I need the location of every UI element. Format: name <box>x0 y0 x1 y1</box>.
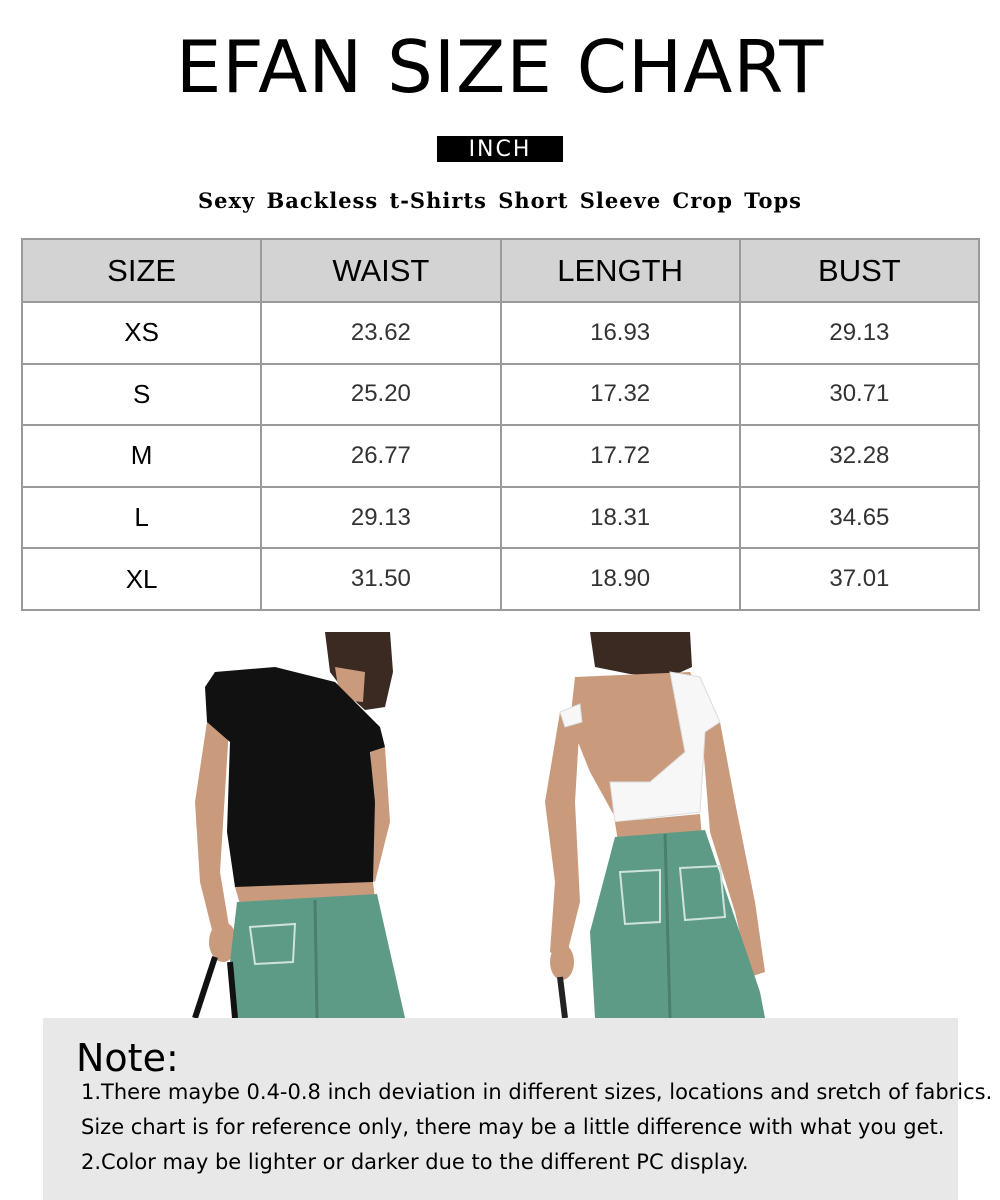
table-row <box>22 302 979 364</box>
waist-cell: 26.77 <box>261 425 500 487</box>
length-cell: 17.72 <box>501 425 740 487</box>
bust-cell: 32.28 <box>740 425 979 487</box>
note-box <box>43 1018 993 1200</box>
size-cell: XS <box>22 302 261 364</box>
table-row <box>22 487 979 549</box>
bust-cell: 29.13 <box>740 302 979 364</box>
size-cell: S <box>22 364 261 426</box>
length-cell: 18.90 <box>501 548 740 610</box>
bust-cell: 34.65 <box>740 487 979 549</box>
model-front-illustration <box>175 632 425 1018</box>
column-header-bust: BUST <box>740 239 979 302</box>
waist-cell: 23.62 <box>261 302 500 364</box>
note-line: Size chart is for reference only, there may be a little difference with what you get. <box>81 1115 945 1139</box>
product-subtitle: Sexy Backless t-Shirts Short Sleeve Crop Tops <box>197 188 803 213</box>
note-line: 1.There maybe 0.4-0.8 inch deviation in different sizes, locations and sretch of fabrics. <box>81 1080 993 1104</box>
waist-cell: 31.50 <box>261 548 500 610</box>
table-row <box>22 425 979 487</box>
column-header-length: LENGTH <box>501 239 740 302</box>
size-cell: M <box>22 425 261 487</box>
product-photo-back <box>520 632 770 1018</box>
page-title: EFAN SIZE CHART <box>175 25 825 109</box>
bust-cell: 30.71 <box>740 364 979 426</box>
table-row <box>22 364 979 426</box>
table-header-row <box>22 239 979 302</box>
model-back-illustration <box>520 632 770 1018</box>
size-cell: XL <box>22 548 261 610</box>
unit-badge: INCH <box>437 136 563 162</box>
bust-cell: 37.01 <box>740 548 979 610</box>
product-photo-front <box>175 632 425 1018</box>
size-cell: L <box>22 487 261 549</box>
waist-cell: 29.13 <box>261 487 500 549</box>
length-cell: 17.32 <box>501 364 740 426</box>
note-heading: Note: <box>76 1036 179 1080</box>
column-header-waist: WAIST <box>261 239 500 302</box>
note-line: 2.Color may be lighter or darker due to the different PC display. <box>81 1150 749 1174</box>
size-chart-table <box>21 238 980 611</box>
length-cell: 18.31 <box>501 487 740 549</box>
length-cell: 16.93 <box>501 302 740 364</box>
column-header-size: SIZE <box>22 239 261 302</box>
waist-cell: 25.20 <box>261 364 500 426</box>
table-row <box>22 548 979 610</box>
